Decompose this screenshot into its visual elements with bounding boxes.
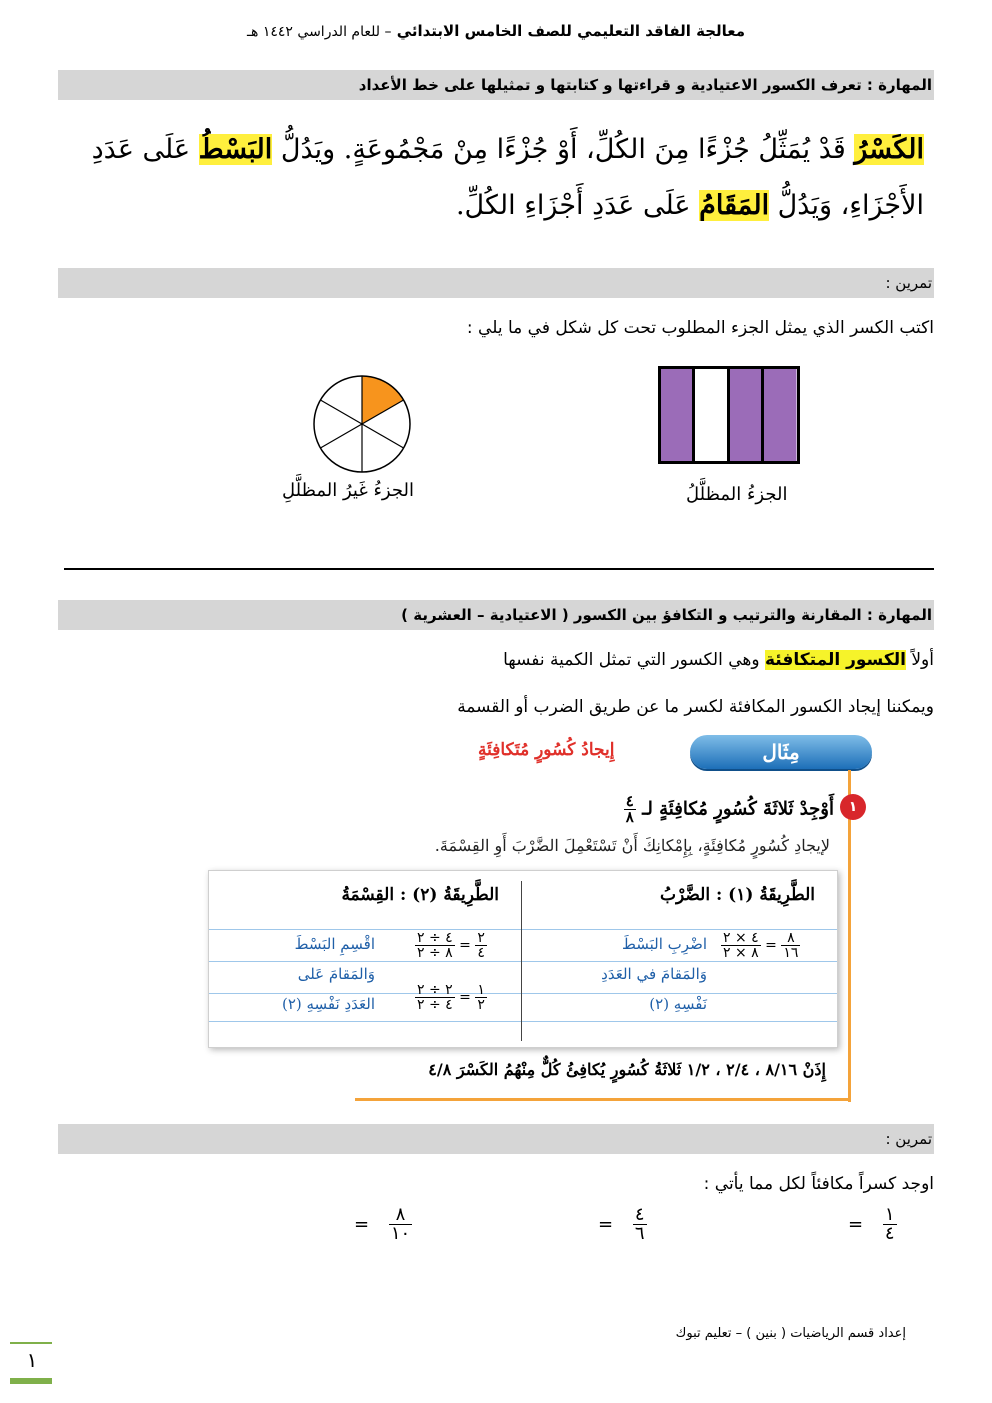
fraction-numerator: ٤ <box>634 1204 645 1225</box>
term-numerator: البَسْطُ <box>198 134 273 165</box>
circle-shaded-sector <box>362 376 404 424</box>
item2-fraction <box>633 1206 647 1243</box>
rectangle-caption: الجزءُ المظلَّلُ <box>686 484 788 505</box>
fraction-denominator: ٨ <box>625 808 634 826</box>
rectangle-part-4 <box>763 369 797 461</box>
method2-operation-2 <box>415 983 455 1012</box>
fraction-denominator: ١٦ <box>783 945 799 961</box>
example-question-text: أَوْجِدْ ثَلاثَةَ كُسُورٍ مُكافِئَةٍ لـ <box>642 798 834 820</box>
method2-operation-1 <box>415 931 455 960</box>
method2-expression-2: $\frac{١}{٢}$ = $\frac{٢ \div ٢}{٤ \div ٢}$ <box>417 982 485 1013</box>
intro-rest: وهي الكسور التي تمثل الكمية نفسها <box>503 650 765 670</box>
def-part2: عَلَى عَدَدِ الأَجْزَاءِ، وَيَدُلُّ <box>91 134 924 221</box>
example-conclusion: إِذَنْ ٨/١٦ ، ٢/٤ ، ١/٢ ثَلاثَةُ كُسُورٍ يُكافِئُ كُلٌّ مِنْهُمُ الكَسْرَ ٤/٨ <box>428 1060 826 1079</box>
item2-equals: = <box>598 1213 614 1235</box>
method1-step: وَالمَقامَ في العَدَدِ <box>601 965 707 983</box>
exercise2-label: تمرين : <box>885 1130 932 1148</box>
item1-fraction <box>883 1206 897 1243</box>
skill2-bar <box>58 600 934 630</box>
circle-caption: الجزءُ غَيرُ المظلَّلِ <box>282 480 414 501</box>
example-title: إِيجادُ كُسُورٍ مُتَكافِئَةٍ <box>478 740 615 760</box>
fraction-denominator: ٤ <box>884 1223 895 1244</box>
fraction-denominator: ٤ ÷ ٢ <box>417 997 453 1013</box>
exercise2-instruction: اوجد كسراً مكافئاً لكل مما يأتي : <box>703 1174 934 1194</box>
exercise1-instruction: اكتب الكسر الذي يمثل الجزء المطلوب تحت كل شكل في ما يلي : <box>466 318 934 338</box>
method1-step: نَفْسِهِ (٢) <box>649 995 707 1013</box>
method2-step: اقْسِمِ البَسْطَ <box>294 935 375 953</box>
exercise1-bar <box>58 268 934 298</box>
exercise2-item-1 <box>848 1204 897 1244</box>
method2-title: الطَّرِيقَةُ (٢) : القِسْمَةُ <box>341 885 499 905</box>
example-hint: لإيجادِ كُسُورٍ مُكافِئَةٍ، بِإِمْكانِكَ أَنْ تَسْتَعْمِلَ الضَّرْبَ أَوِ القِسْمَةَ. <box>434 836 830 855</box>
page-number: ١ <box>26 1348 38 1372</box>
intro-prefix: أولاً <box>905 650 934 670</box>
method1-steps <box>601 929 707 1019</box>
fraction-denominator: ١٠ <box>390 1223 411 1244</box>
intro-highlight: الكسور المتكافئة <box>764 650 906 670</box>
fraction-numerator: ٤ ÷ ٢ <box>417 930 453 946</box>
def-part1: قَدْ يُمَثِّلُ جُزْءًا مِنَ الكُلِّ، أَوْ جُزْءًا مِنْ مَجْمُوعَةٍ. ويَدُلُّ <box>272 134 855 165</box>
example-question-fraction <box>624 794 636 825</box>
method1-operation <box>721 931 761 960</box>
method2-step: العَدَدِ نَفْسِهِ (٢) <box>281 995 375 1013</box>
method2-result-2 <box>475 983 487 1012</box>
rectangle-part-2 <box>694 369 729 461</box>
fraction-numerator: ١ <box>884 1204 895 1225</box>
method1-result <box>781 931 800 960</box>
fraction-denominator: ٨ × ٢ <box>723 945 759 961</box>
method1-expression: $\frac{٨}{١٦}$ = $\frac{٤ \times ٢}{٨ \times ٢}$ <box>723 930 799 961</box>
circle-figure <box>312 374 412 474</box>
example-methods-table <box>208 870 838 1048</box>
fraction-numerator: ٢ <box>477 930 485 946</box>
term-fraction: الكَسْرُ <box>854 134 924 165</box>
table-line <box>209 1021 837 1022</box>
page-title-year: – للعام الدراسي ١٤٤٢ هـ <box>246 24 392 40</box>
rectangle-part-1 <box>661 369 694 461</box>
fraction-numerator: ٤ <box>625 792 634 810</box>
page-title <box>0 22 992 40</box>
fraction-denominator: ٨ ÷ ٢ <box>417 945 453 961</box>
skill2-label: المهارة : المقارنة والترتيب و التكافؤ بين الكسور ( الاعتيادية – العشرية ) <box>401 606 932 624</box>
footer-credit: إعداد قسم الرياضيات ( بنين ) – تعليم تبوك <box>675 1326 906 1341</box>
skill1-bar <box>58 70 934 100</box>
fraction-denominator: ٤ <box>477 945 485 961</box>
example-banner <box>690 735 872 769</box>
method2-step: وَالمَقامَ عَلى <box>297 965 375 983</box>
example-number-badge: ١ <box>840 794 866 820</box>
method-text: ويمكننا إيجاد الكسور المكافئة لكسر ما عن طريق الضرب أو القسمة <box>457 697 934 717</box>
def-part3: عَلَى عَدَدِ أَجْزَاءِ الكُلِّ. <box>455 190 700 221</box>
fraction-denominator: ٢ <box>477 997 485 1013</box>
item3-fraction <box>389 1206 412 1243</box>
method2-expression-1: $\frac{٢}{٤}$ = $\frac{٤ \div ٢}{٨ \div ٢}$ <box>417 930 485 961</box>
fraction-numerator: ١ <box>477 982 485 998</box>
table-divider <box>521 881 522 1041</box>
item1-equals: = <box>848 1213 864 1235</box>
example-question <box>624 794 834 825</box>
term-denominator: المَقَامُ <box>699 190 770 221</box>
method1-title: الطَّرِيقَةُ (١) : الضَّرْبُ <box>660 885 815 905</box>
page-title-main: معالجة الفاقد التعليمي للصف الخامس الابتدائي <box>396 22 746 40</box>
fraction-definition <box>64 122 924 234</box>
fraction-numerator: ٨ <box>781 931 800 946</box>
rectangle-part-3 <box>729 369 763 461</box>
exercise1-label: تمرين : <box>885 274 932 292</box>
equivalent-intro <box>503 650 934 670</box>
method2-result-1 <box>475 931 487 960</box>
exercise2-item-3 <box>354 1204 412 1244</box>
fraction-numerator: ٢ ÷ ٢ <box>417 982 453 998</box>
example-banner-label: مِثَال <box>762 740 800 764</box>
section-divider <box>64 568 934 570</box>
example-bottom-line <box>355 1098 851 1101</box>
fraction-numerator: ٨ <box>389 1206 412 1225</box>
item3-equals: = <box>354 1213 370 1235</box>
exercise2-bar <box>58 1124 934 1154</box>
method1-step: اضْرِبِ البَسْطَ <box>622 935 707 953</box>
method2-steps <box>282 929 375 1019</box>
shaded-rectangle-figure <box>658 366 800 464</box>
fraction-numerator: ٤ × ٢ <box>723 930 759 946</box>
page-number-rule-bottom <box>10 1378 52 1384</box>
skill1-label: المهارة : تعرف الكسور الاعتيادية و قراءتها و كتابتها و تمثيلها على خط الأعداد <box>358 76 932 94</box>
page-number-rule-top <box>10 1342 52 1344</box>
fraction-denominator: ٦ <box>634 1223 645 1244</box>
exercise2-item-2 <box>598 1204 647 1244</box>
